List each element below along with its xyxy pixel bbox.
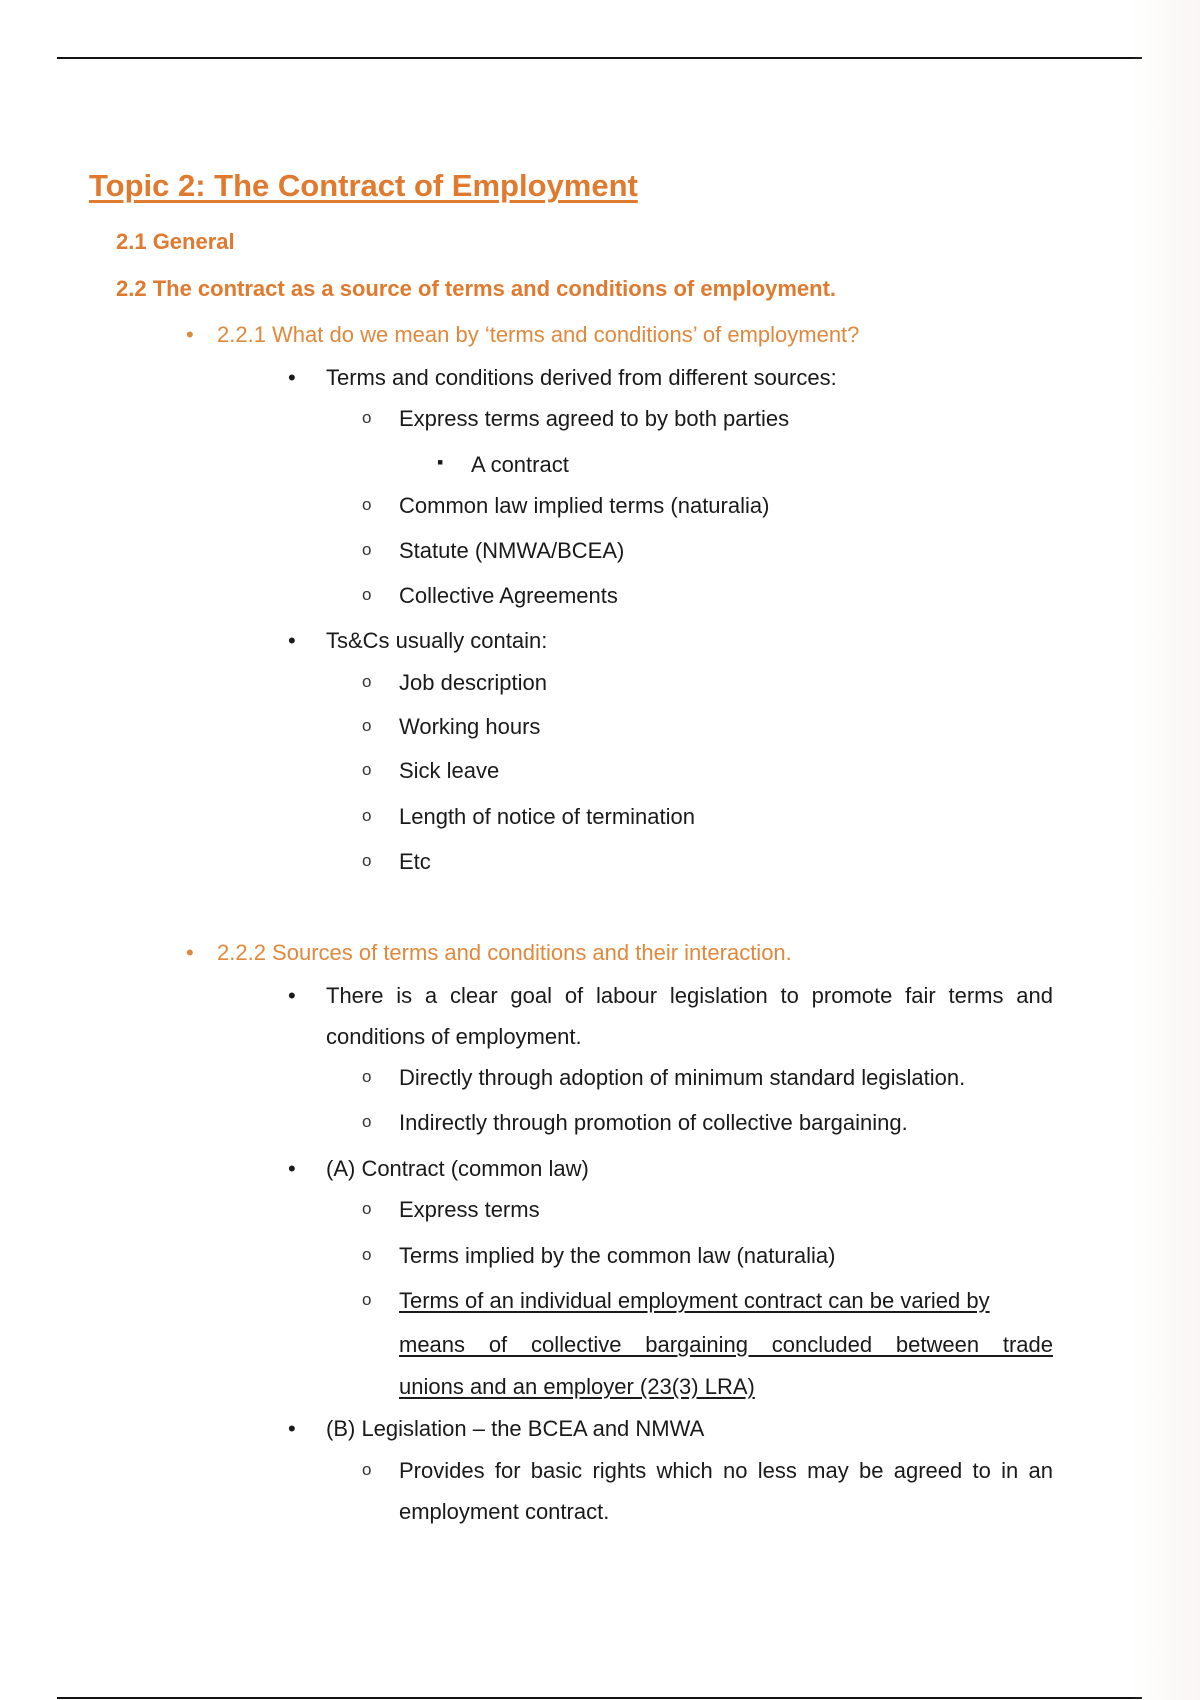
list-item-text: Express terms agreed to by both parties [399,406,790,431]
bullet-circle-icon: o [362,495,372,514]
heading-2-1: 2.1 General [116,229,235,254]
list-item [288,628,548,654]
list-item [362,493,770,519]
bullet-dot-icon: • [288,1416,296,1441]
list-item-text: Directly through adoption of minimum standard legislation. [399,1065,966,1090]
list-item [288,1156,589,1182]
list-item-text: Terms and conditions derived from different sources: [326,365,837,390]
bullet-dot-icon: • [186,322,194,347]
bullet-circle-icon: o [362,851,372,870]
bullet-circle-icon: o [362,1199,372,1218]
list-item-continuation [399,1374,755,1400]
list-item-text: Statute (NMWA/BCEA) [399,538,625,563]
list-item [362,670,547,696]
bullet-circle-icon: o [362,760,372,779]
subheading-2-2-2 [186,940,792,966]
list-item [288,365,837,391]
list-item [362,1450,1053,1532]
list-item-text: A contract [471,452,569,477]
bullet-circle-icon: o [362,408,372,427]
list-item-text: Ts&Cs usually contain: [326,628,548,653]
list-item-text: Express terms [399,1197,540,1222]
list-item [362,538,625,564]
underlined-text-line-1: Terms of an individual employment contract can be varied by [399,1288,990,1313]
bottom-rule [57,1697,1142,1699]
page-edge-shadow [1130,0,1200,1700]
list-item-text: Sick leave [399,758,500,783]
underlined-text-line-2: means of collective bargaining concluded between trade [399,1332,1053,1357]
list-item [362,804,695,830]
bullet-circle-icon: o [362,1067,372,1086]
bullet-circle-icon: o [362,1112,372,1131]
bullet-circle-icon: o [362,1290,372,1309]
bullet-square-icon: ▪ [437,452,444,472]
list-item [362,1065,966,1091]
list-item-text: (B) Legislation – the BCEA and NMWA [326,1416,705,1441]
bullet-dot-icon: • [288,628,296,653]
heading-2-2: 2.2 The contract as a source of terms and conditions of employment. [116,276,837,301]
list-item [362,1288,1053,1314]
list-item-text: Collective Agreements [399,583,618,608]
bullet-circle-icon: o [362,672,372,691]
list-item [288,1416,705,1442]
list-item [288,975,1053,1057]
bullet-dot-icon: • [186,940,194,965]
subheading-text: 2.2.2 Sources of terms and conditions and their interaction. [217,940,792,965]
underlined-text-line-3: unions and an employer (23(3) LRA) [399,1374,755,1399]
list-item [437,452,569,478]
list-item [362,583,618,609]
bullet-dot-icon: • [288,1156,296,1181]
list-item-text: Job description [399,670,547,695]
bullet-dot-icon: • [288,365,296,390]
list-item-continuation [399,1332,1053,1358]
list-item-text: Working hours [399,714,541,739]
page-title: Topic 2: The Contract of Employment [89,168,638,203]
bullet-circle-icon: o [362,716,372,735]
list-item [362,758,500,784]
bullet-circle-icon: o [362,540,372,559]
top-rule [57,57,1142,59]
list-item [362,1197,540,1223]
list-item-text: Etc [399,849,431,874]
list-item [362,406,790,432]
list-item-text: (A) Contract (common law) [326,1156,589,1181]
list-item [362,849,431,875]
list-item-text: There is a clear goal of labour legislation to promote fair terms and conditions of employment. [326,983,1053,1049]
list-item-text: Indirectly through promotion of collective bargaining. [399,1110,908,1135]
list-item-text: Common law implied terms (naturalia) [399,493,770,518]
bullet-dot-icon: • [288,983,296,1008]
bullet-circle-icon: o [362,1245,372,1264]
subheading-text: 2.2.1 What do we mean by ‘terms and conditions’ of employment? [217,322,860,347]
bullet-circle-icon: o [362,1460,372,1479]
subheading-2-2-1 [186,322,860,348]
list-item-text: Terms implied by the common law (naturalia) [399,1243,836,1268]
list-item [362,1243,836,1269]
bullet-circle-icon: o [362,585,372,604]
list-item-text: Length of notice of termination [399,804,695,829]
bullet-circle-icon: o [362,806,372,825]
list-item [362,1110,908,1136]
list-item-text: Provides for basic rights which no less may be agreed to in an employment contract. [399,1458,1053,1524]
list-item [362,714,541,740]
